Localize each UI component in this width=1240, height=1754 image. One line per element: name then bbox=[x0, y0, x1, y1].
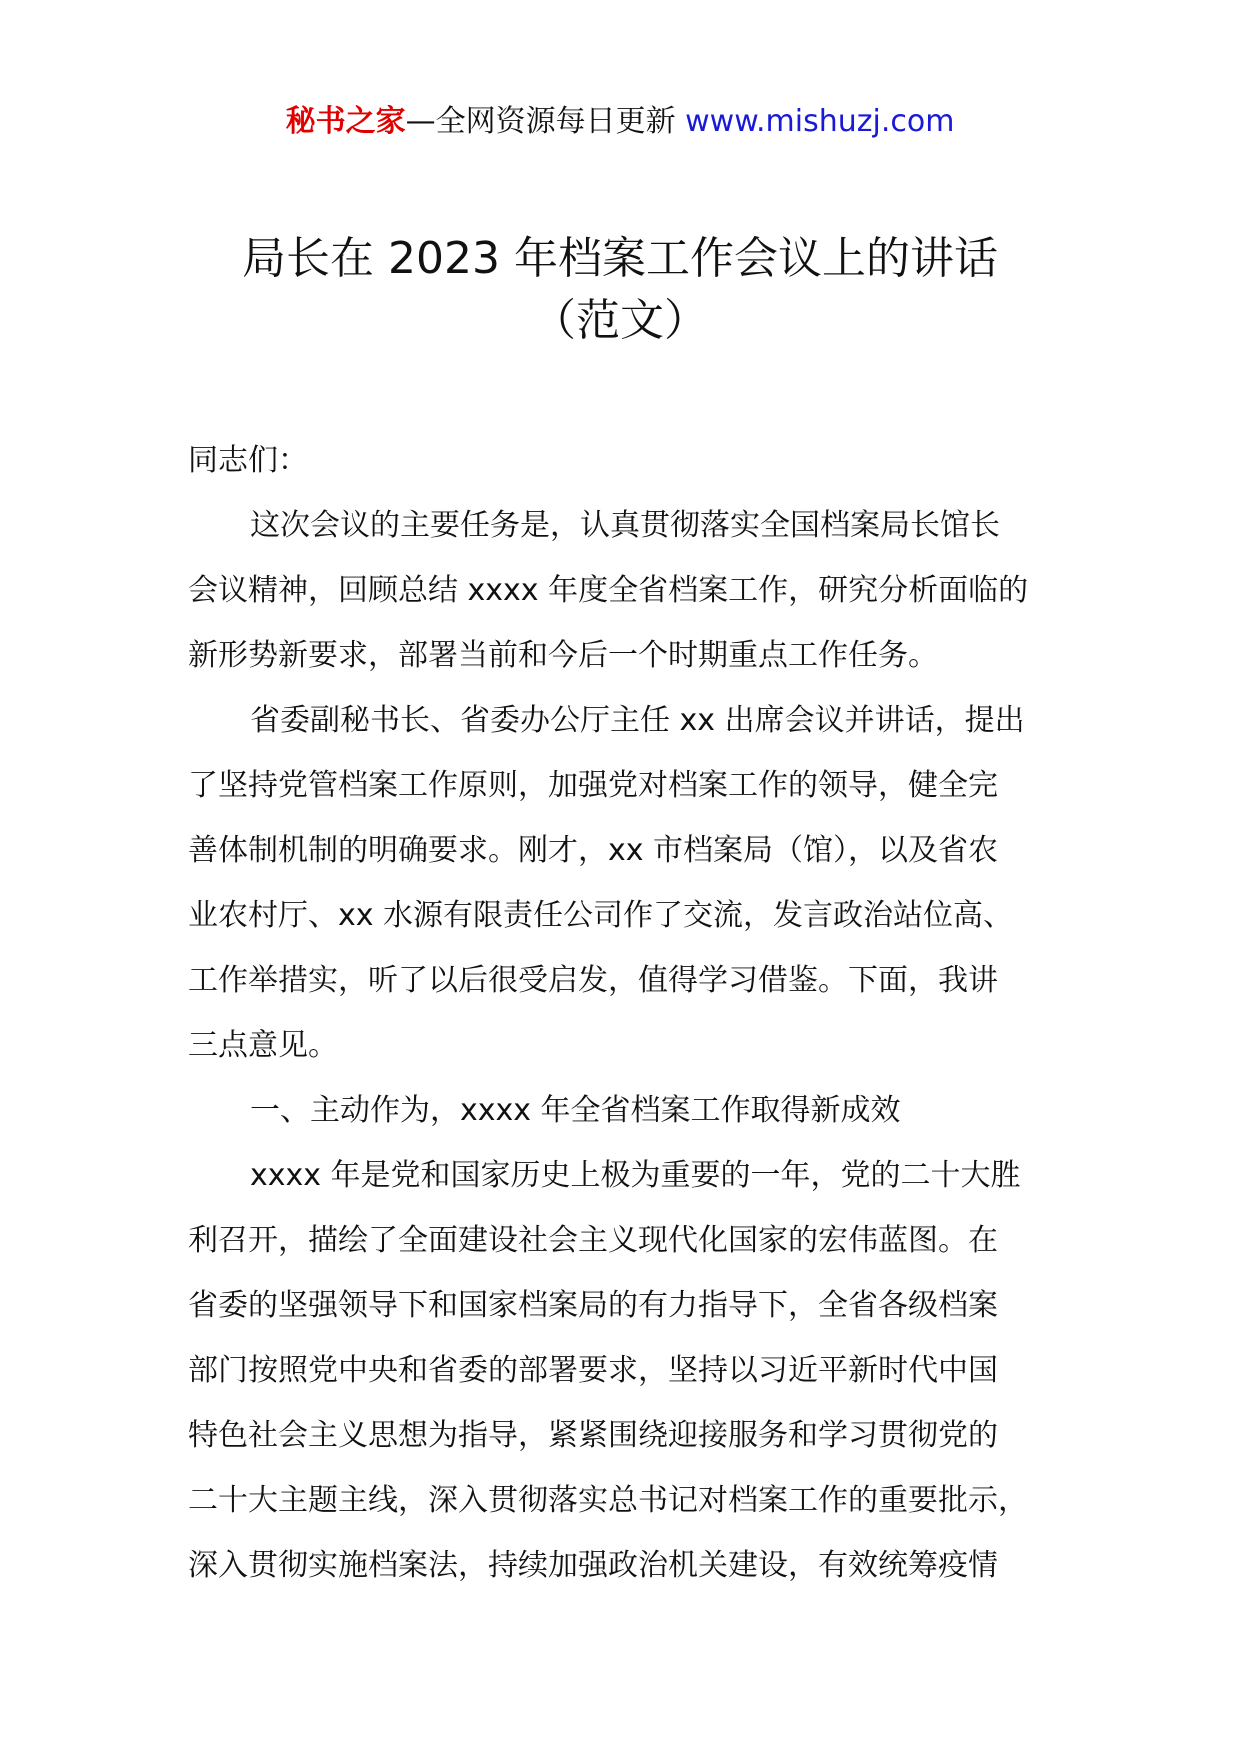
document-body bbox=[188, 428, 1068, 1598]
paragraph-line: 深入贯彻实施档案法，持续加强政治机关建设，有效统筹疫情 bbox=[188, 1548, 998, 1583]
paragraph-line: 利召开，描绘了全面建设社会主义现代化国家的宏伟蓝图。在 bbox=[188, 1223, 998, 1258]
paragraph-line: 特色社会主义思想为指导，紧紧围绕迎接服务和学习贯彻党的 bbox=[188, 1418, 998, 1453]
section-heading-text: 一、主动作为，xxxx 年全省档案工作取得新成效 bbox=[250, 1093, 901, 1128]
paragraph-line: 会议精神，回顾总结 xxxx 年度全省档案工作，研究分析面临的 bbox=[188, 573, 1029, 608]
paragraph-line: 省委的坚强领导下和国家档案局的有力指导下，全省各级档案 bbox=[188, 1288, 998, 1323]
paragraph-line: 三点意见。 bbox=[188, 1028, 338, 1063]
brand-name: 秘书之家 bbox=[285, 104, 406, 139]
paragraph-line: xxxx 年是党和国家历史上极为重要的一年，党的二十大胜 bbox=[250, 1158, 1021, 1193]
paragraph-line: 新形势新要求，部署当前和今后一个时期重点工作任务。 bbox=[188, 638, 938, 673]
paragraph-1 bbox=[188, 493, 1068, 688]
section-heading-1 bbox=[188, 1078, 1068, 1143]
paragraph-2 bbox=[188, 688, 1068, 1078]
document-title bbox=[0, 228, 1240, 352]
paragraph-line: 了坚持党管档案工作原则，加强党对档案工作的领导，健全完 bbox=[188, 768, 998, 803]
paragraph-line: 二十大主题主线，深入贯彻落实总书记对档案工作的重要批示， bbox=[188, 1483, 1028, 1518]
title-line-2: （范文） bbox=[532, 295, 708, 346]
salutation bbox=[188, 428, 1068, 493]
paragraph-line: 业农村厅、xx 水源有限责任公司作了交流，发言政治站位高、 bbox=[188, 898, 1014, 933]
paragraph-line: 这次会议的主要任务是，认真贯彻落实全国档案局长馆长 bbox=[250, 508, 1000, 543]
paragraph-line: 部门按照党中央和省委的部署要求，坚持以习近平新时代中国 bbox=[188, 1353, 998, 1388]
paragraph-line: 工作举措实，听了以后很受启发，值得学习借鉴。下面，我讲 bbox=[188, 963, 998, 998]
paragraph-3 bbox=[188, 1143, 1068, 1598]
salutation-text: 同志们： bbox=[188, 443, 308, 478]
paragraph-line: 省委副秘书长、省委办公厅主任 xx 出席会议并讲话，提出 bbox=[250, 703, 1025, 738]
site-url-link[interactable]: www.mishuzj.com bbox=[685, 104, 955, 139]
site-header bbox=[0, 100, 1240, 144]
title-line-1: 局长在 2023 年档案工作会议上的讲话 bbox=[242, 233, 998, 284]
header-tagline: —全网资源每日更新 bbox=[405, 104, 686, 139]
paragraph-line: 善体制机制的明确要求。刚才，xx 市档案局（馆），以及省农 bbox=[188, 833, 999, 868]
